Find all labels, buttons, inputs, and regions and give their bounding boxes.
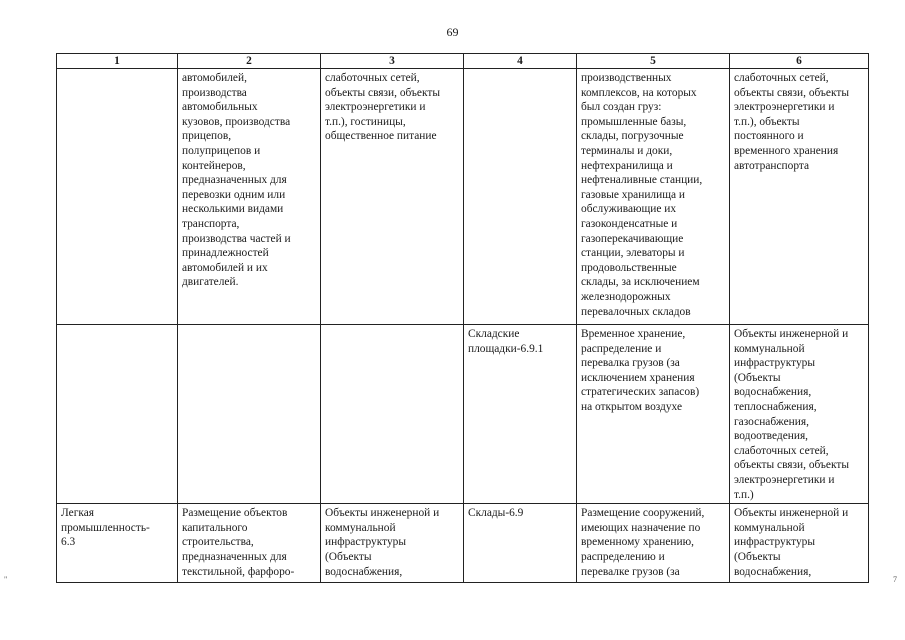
left-margin-mark: " <box>4 575 8 584</box>
cell-text: производственных комплексов, на которых был создан груз: промышленные базы, склады, погрузочные терминалы и доки, нефтехранилища и нефтеналивные станции, газовые хранилища и обслуживающие их газоконденсатные и газоперекачивающие станции, элеваторы и продовольственные склады, за исключением железнодорожных перевалочных складов <box>581 72 703 318</box>
header-row <box>57 54 869 69</box>
cell-text: слаботочных сетей, объекты связи, объекты электроэнергетики и т.п.), объекты постоянного и временного хранения автотранспорта <box>734 72 849 172</box>
table-cell <box>57 69 178 325</box>
table-cell <box>730 325 869 504</box>
cell-text: Объекты инженерной и коммунальной инфраструктуры (Объекты водоснабжения, <box>325 507 440 578</box>
column-header-3: 3 <box>321 54 464 69</box>
column-header-4: 4 <box>464 54 577 69</box>
table-cell <box>321 325 464 504</box>
table-row <box>57 504 869 583</box>
table-cell <box>57 325 178 504</box>
cell-text: Временное хранение, распределение и перевалка грузов (за исключением хранения стратегических запасов) на открытом воздухе <box>581 328 700 413</box>
cell-text: Размещение сооружений, имеющих назначение по временному хранению, распределению и перевалке грузов (за <box>581 507 705 578</box>
table-cell <box>464 504 577 583</box>
cell-text: автомобилей, производства автомобильных кузовов, производства прицепов, полуприцепов и контейнеров, предназначенных для перевозки одним или несколькими видами транспорта, производства частей и принадлежностей автомобилей и их двигателей. <box>182 72 291 289</box>
cell-text: Складские площадки-6.9.1 <box>468 328 544 355</box>
table-cell <box>178 504 321 583</box>
table-cell <box>464 69 577 325</box>
table-cell <box>577 325 730 504</box>
table-cell <box>730 504 869 583</box>
cell-text: Легкая промышленность- 6.3 <box>61 507 150 549</box>
table-row <box>57 69 869 325</box>
table-cell <box>321 69 464 325</box>
column-header-1: 1 <box>57 54 178 69</box>
table-row <box>57 325 869 504</box>
zoning-table <box>56 53 869 583</box>
table-cell <box>464 325 577 504</box>
column-header-6: 6 <box>730 54 869 69</box>
cell-text: Объекты инженерной и коммунальной инфраструктуры (Объекты водоснабжения, <box>734 507 849 578</box>
column-header-5: 5 <box>577 54 730 69</box>
cell-text: Объекты инженерной и коммунальной инфраструктуры (Объекты водоснабжения, теплоснабжения, газоснабжения, водоотведения, слаботочных сетей, объекты связи, объекты электроэнергетики и т.п.) <box>734 328 849 501</box>
page-number: 69 <box>446 25 459 39</box>
right-margin-mark: 7 <box>893 575 897 584</box>
table-cell <box>730 69 869 325</box>
table-cell <box>178 69 321 325</box>
cell-text: Размещение объектов капитального строительства, предназначенных для текстильной, фарфоро- <box>182 507 295 578</box>
cell-text: Склады-6.9 <box>468 507 524 520</box>
table-cell <box>321 504 464 583</box>
table-cell <box>577 69 730 325</box>
cell-text: слаботочных сетей, объекты связи, объекты электроэнергетики и т.п.), гостиницы, общественное питание <box>325 72 440 143</box>
column-header-2: 2 <box>178 54 321 69</box>
table-cell <box>57 504 178 583</box>
table-cell <box>178 325 321 504</box>
table-cell <box>577 504 730 583</box>
